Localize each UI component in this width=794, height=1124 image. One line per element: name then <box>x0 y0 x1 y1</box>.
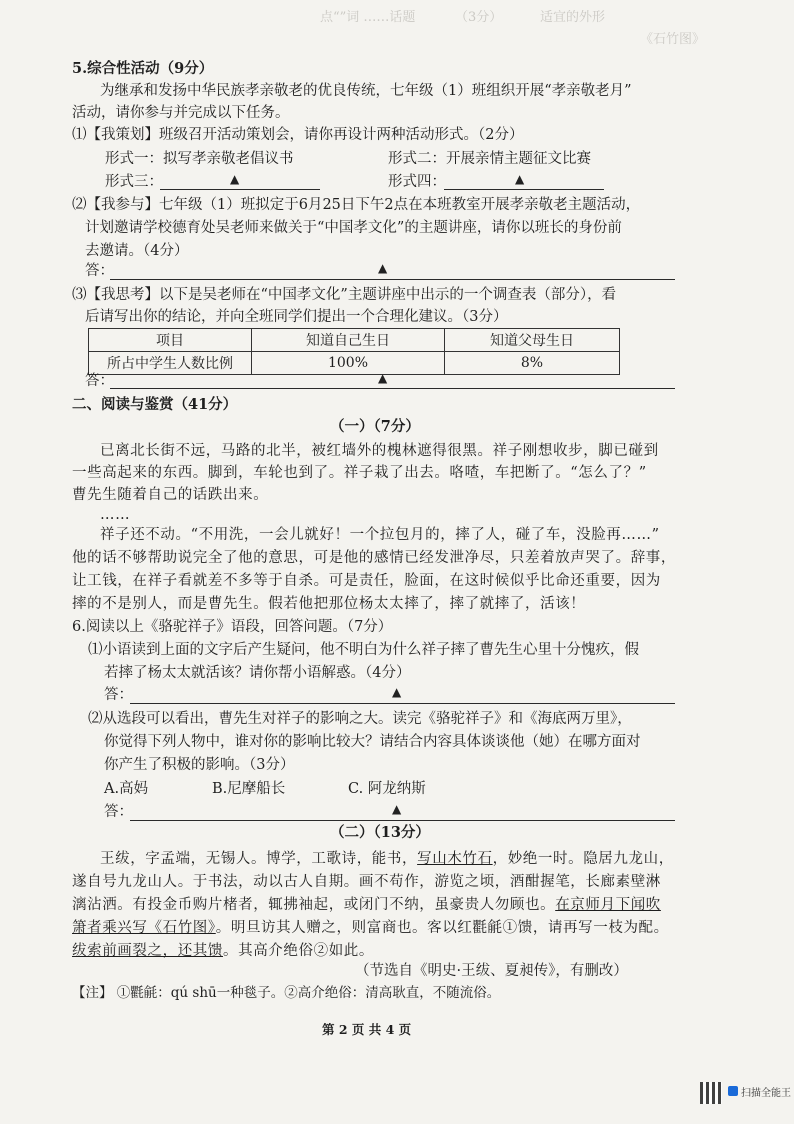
answer-label: 答： <box>85 373 114 389</box>
triangle-marker-icon: ▲ <box>392 685 402 699</box>
underlined-phrase: 写山木竹石 <box>417 851 493 867</box>
passage2-line: 遂自号九龙山人。于书法，动以古人自期。画不苟作，游览之顷，酒酣握笔，长廊素壁淋 <box>72 874 661 890</box>
bleed-text-top: 点“”词 ……话题 <box>320 10 416 25</box>
q5-intro-2: 活动，请你参与并完成以下任务。 <box>72 105 290 121</box>
q5-title: 5.综合性活动（9分） <box>72 60 214 77</box>
q5-intro-1: 为继承和发扬中华民族孝亲敬老的优良传统，七年级（1）班组织开展“孝亲敬老月” <box>100 83 632 99</box>
table-cell: 100% <box>252 352 445 375</box>
form-4-label: 形式四： <box>388 174 446 190</box>
form-4-answer-line[interactable] <box>444 189 604 190</box>
q6-2-answer-line[interactable] <box>130 820 675 821</box>
triangle-marker-icon: ▲ <box>392 802 402 816</box>
answer-label: 答： <box>104 687 133 703</box>
part2-title: 二、阅读与鉴赏（41分） <box>72 396 238 413</box>
underlined-phrase: 在京师月下闻吹 <box>555 897 661 913</box>
triangle-marker-icon: ▲ <box>378 371 388 385</box>
table-cell: 8% <box>445 352 620 375</box>
q5-part3-1: ⑶【我思考】以下是吴老师在“中国孝文化”主题讲座中出示的一个调查表（部分），看 <box>72 287 617 303</box>
passage1-line: 让工钱，在祥子看就差不多等于自杀。可是责任，脸面，在这时候似乎比命还重要，因为 <box>72 573 661 589</box>
underlined-phrase: 箫者乘兴写《石竹图》 <box>72 920 216 936</box>
option-b: B.尼摩船长 <box>212 781 286 797</box>
table-header-cell: 知道自己生日 <box>252 329 445 352</box>
triangle-marker-icon: ▲ <box>515 172 525 186</box>
triangle-marker-icon: ▲ <box>378 261 388 275</box>
triangle-marker-icon: ▲ <box>230 172 240 186</box>
table-header-cell: 项目 <box>89 329 252 352</box>
scanner-logo-icon <box>728 1086 738 1096</box>
passage2-source: （节选自《明史·王绂、夏昶传》，有删改） <box>355 963 628 979</box>
form-3-answer-line[interactable] <box>160 189 320 190</box>
answer-label: 答： <box>85 263 114 279</box>
passage1-line: 一些高起来的东西。脚到，车轮也到了。祥子栽了出去。咯喳，车把断了。“怎么了？” <box>72 465 647 481</box>
section2-title: （二）（13分） <box>330 824 430 841</box>
q6-sub1-2: 若摔了杨太太就活该？请你帮小语解惑。（4分） <box>104 665 411 681</box>
q5-part2-1: ⑵【我参与】七年级（1）班拟定于6月25日下午2点在本班教室开展孝亲敬老主题活动， <box>72 197 641 213</box>
form-1: 形式一：拟写孝亲敬老倡议书 <box>105 151 294 167</box>
passage2-line: 王绂，字孟端，无锡人。博学，工歌诗，能书，写山木竹石，妙绝一时。隐居九龙山， <box>100 851 674 867</box>
q5-part2-2: 计划邀请学校德育处吴老师来做关于“中国孝文化”的主题讲座，请你以班长的身份前 <box>85 220 622 236</box>
q5-part1: ⑴【我策划】班级召开活动策划会，请你再设计两种活动形式。（2分） <box>72 127 524 143</box>
table-header-row <box>89 329 620 352</box>
passage1-line: 他的话不够帮助说完全了他的意思，可是他的感情已经发泄净尽，只差着放声哭了。辞事， <box>72 550 676 566</box>
passage2-line: 漓沾洒。有投金币购片楮者，辄拂袖起，或闭门不纳，虽豪贵人勿顾也。在京师月下闻吹 <box>72 897 661 913</box>
q5-part3-2: 后请写出你的结论，并向全班同学们提出一个合理化建议。（3分） <box>85 309 508 325</box>
q6-title: 6.阅读以上《骆驼祥子》语段，回答问题。（7分） <box>72 619 393 635</box>
table-cell: 所占中学生人数比例 <box>89 352 252 375</box>
scanner-watermark: 扫描全能王 <box>741 1088 791 1099</box>
q6-sub2-2: 你觉得下列人物中，谁对你的影响比较大？请结合内容具体谈谈他（她）在哪方面对 <box>104 734 641 750</box>
annotation-note: 【注】 ①氍毹：qú shū一种毯子。②高介绝俗：清高耿直，不随流俗。 <box>72 985 501 1001</box>
table-header-cell: 知道父母生日 <box>445 329 620 352</box>
passage1-line: 摔的不是别人，而是曹先生。假若他把那位杨太太摔了，摔了就摔了，活该！ <box>72 596 586 612</box>
part2-answer-line[interactable] <box>110 279 675 280</box>
q6-1-answer-line[interactable] <box>130 703 675 704</box>
table-row <box>89 352 620 375</box>
bleed-text-top-3: 适宜的外形 <box>540 10 606 25</box>
q6-sub1-1: ⑴小语读到上面的文字后产生疑问，他不明白为什么祥子摔了曹先生心里十分愧疚，假 <box>88 642 639 658</box>
passage2-line: 箫者乘兴写《石竹图》。明旦访其人赠之，则富商也。客以红氍毹①馈，请再写一枝为配。 <box>72 920 669 936</box>
q6-sub2-1: ⑵从选段可以看出，曹先生对祥子的影响之大。读完《骆驼祥子》和《海底两万里》， <box>88 711 632 727</box>
survey-table <box>88 328 620 375</box>
form-3-label: 形式三： <box>105 174 163 190</box>
passage1-line: 曹先生随着自己的话跌出来。 <box>72 487 269 503</box>
section1-title: （一）（7分） <box>330 418 420 435</box>
page-footer: 第 2 页 共 4 页 <box>322 1022 412 1037</box>
part3-answer-line[interactable] <box>110 388 675 389</box>
q6-sub2-3: 你产生了积极的影响。（3分） <box>104 757 295 773</box>
answer-label: 答： <box>104 804 133 820</box>
option-a: A.高妈 <box>104 781 149 797</box>
option-c: C. 阿龙纳斯 <box>348 781 426 797</box>
underlined-phrase: 绂索前画裂之，还其馈 <box>72 943 223 959</box>
passage1-line: 祥子还不动。“不用洗，一会儿就好！一个拉包月的，摔了人，碰了车，没脸再……” <box>100 527 660 543</box>
passage1-ellipsis: …… <box>100 507 131 523</box>
bleed-text-top-4: 《石竹图》 <box>640 32 706 47</box>
q5-part2-3: 去邀请。（4分） <box>85 243 189 259</box>
qr-code-icon <box>700 1082 722 1104</box>
bleed-text-top-2: （3分） <box>455 10 503 25</box>
passage2-line: 绂索前画裂之，还其馈。其高介绝俗②如此。 <box>72 943 374 959</box>
form-2: 形式二：开展亲情主题征文比赛 <box>388 151 591 167</box>
passage1-line: 已离北长街不远，马路的北半，被红墙外的槐林遮得很黑。祥子刚想收步，脚已碰到 <box>100 443 659 459</box>
